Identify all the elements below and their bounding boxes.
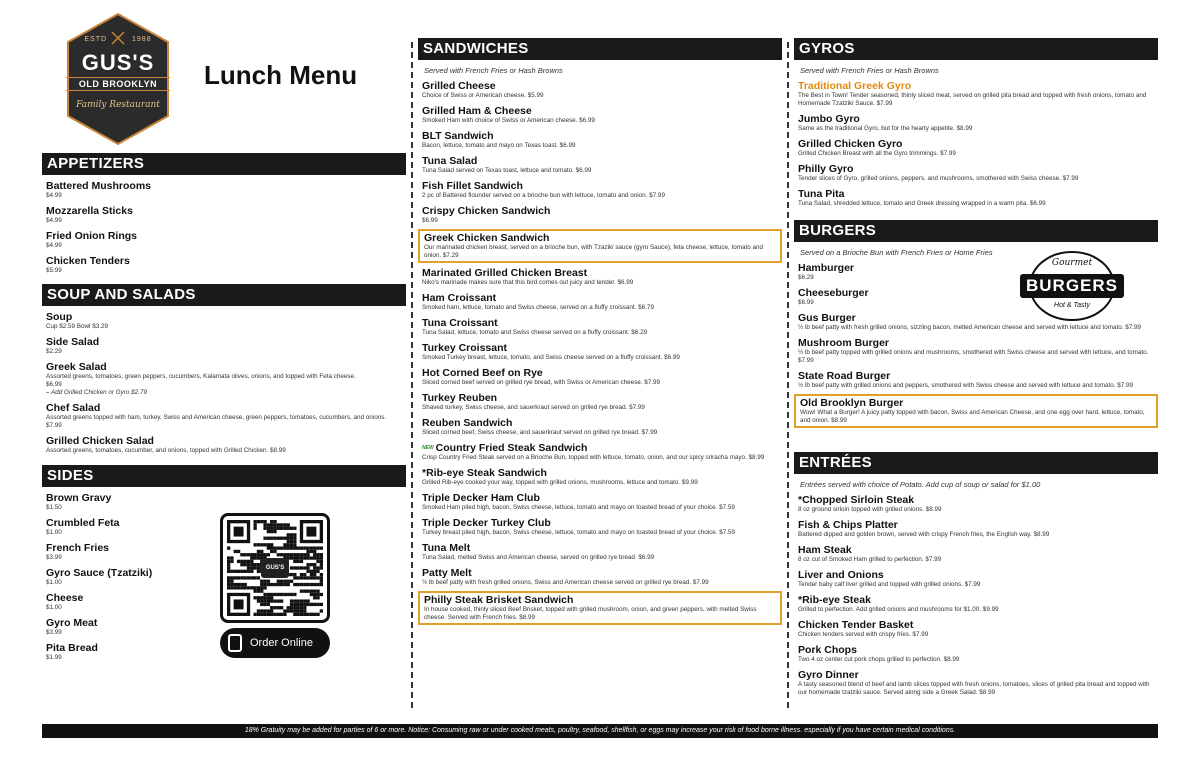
item-name: Chicken Tenders [46,255,130,267]
entrees-subtitle: Entrées served with choice of Potato. Add cup of soup or salad for $1.00 [800,480,1041,489]
menu-item [42,541,212,563]
qr-code[interactable] [220,513,330,623]
item-name-text: *Chopped Sirloin Steak [798,494,915,506]
menu-item [794,593,1158,615]
soups-heading: SOUP AND SALADS [42,284,406,306]
item-desc: Sliced corned beef served on grilled rye bread, with Swiss or American cheese. $7.99 [422,379,661,386]
item-name [798,80,1154,92]
item-name-text: Pork Chops [798,644,857,656]
menu-item [418,516,782,538]
order-online-label: Order Online [250,637,313,649]
item-name: Greek Salad [46,361,107,373]
featured-menu-item [418,591,782,625]
item-desc: $6.29 [798,274,814,281]
item-name-text: Gyro Dinner [798,669,859,681]
item-name-text: Marinated Grilled Chicken Breast [422,267,588,279]
item-name-text: Triple Decker Ham Club [422,492,540,504]
footer-notice: 18% Gratuity may be added for parties of 6 or more. Notice: Consuming raw or under cooked meats, poultry, seafood, shellfish, or eggs may increase your risk of food borne illness. especially if you have certain medical conditions. [42,724,1158,738]
badge-bottom: Hot & Tasty [1054,302,1090,309]
item-name-text: Chicken Tender Basket [798,619,914,631]
item-name [798,544,1154,556]
qr-center-logo: GUS'S [261,558,289,578]
item-name [422,492,778,504]
entree-list [794,493,1158,698]
item-name-text: Greek Chicken Sandwich [424,232,550,244]
logo-estd: ESTD [84,36,108,43]
menu-item [418,566,782,588]
item-desc: Chicken tenders served with crispy fries. $7.99 [798,631,929,638]
item-name: Battered Mushrooms [46,180,152,192]
menu-item [42,310,406,332]
item-name [798,188,1154,200]
menu-item [42,360,406,398]
item-desc: $1.00 [46,604,62,611]
menu-item [418,541,782,563]
item-desc: ½ lb beef patty with fresh grilled onions, sizzling bacon, melted American cheese and served with lettuce and tomato. $7.99 [798,324,1142,331]
item-desc: Grilled Rib-eye cooked your way, topped with grilled onions, mushrooms, lettuce and tomato. $9.99 [422,479,698,486]
menu-item [418,104,782,126]
item-desc: 8 oz ground sirloin topped with grilled onions. $8.99 [798,506,942,513]
sandwiches-subtitle: Served with French Fries or Hash Browns [424,66,563,75]
menu-item [794,643,1158,665]
item-name [422,542,778,554]
item-name-text: Grilled Chicken Gyro [798,138,903,150]
menu-item [42,179,406,201]
menu-item [42,401,406,431]
item-name-text: Traditional Greek Gyro [798,80,912,92]
menu-item [42,335,406,357]
item-name [422,417,778,429]
item-name-text: Reuben Sandwich [422,417,513,429]
item-desc: $4.99 [46,242,62,249]
logo-sub: OLD BROOKLYN [66,77,170,91]
menu-item [418,491,782,513]
menu-item [418,79,782,101]
menu-item [794,336,1158,366]
menu-item [418,416,782,438]
item-name [422,292,778,304]
menu-item [42,204,406,226]
item-name: Soup [46,311,73,323]
menu-item [794,261,1158,283]
sandwiches-section [418,38,782,628]
appetizers-list [42,179,406,276]
item-desc: ½ lb beef patty with fresh grilled onions, Swiss and American cheese served on grilled rye bread. $7.99 [422,579,709,586]
item-desc: Smoked ham, lettuce, tomato and Swiss cheese, served on a fluffy croissant. $6.79 [422,304,654,311]
menu-item [418,204,782,226]
sides-list [42,491,212,663]
gyros-subtitle: Served with French Fries or Hash Browns [800,66,939,75]
item-name [422,205,778,217]
item-name [422,442,778,454]
item-name [424,232,776,244]
page-title: Lunch Menu [204,60,358,90]
menu-item [42,491,212,513]
badge-main: BURGERS [1025,276,1118,295]
item-desc: $6.99 [798,299,814,306]
item-name-text: Tuna Melt [422,542,471,554]
item-name [798,312,1154,324]
item-name: French Fries [46,542,110,554]
gyro-list [794,79,1158,209]
menu-item [794,79,1158,109]
burgers-heading: BURGERS [794,220,1158,242]
item-desc: In house cooked, thinly sliced Beef Brisket, topped with grilled mushroom, onion, and green peppers, with melted Swiss cheese. Served with French fries. $8.99 [424,606,757,621]
item-desc: Sliced corned beef, Swiss cheese, and sauerkraut served on grilled rye bread. $7.99 [422,429,658,436]
item-name: Crumbled Feta [46,517,120,529]
item-name [798,138,1154,150]
item-name [422,392,778,404]
item-desc: Two 4 oz center cut pork chops grilled to perfection. $8.99 [798,656,960,663]
right-column [794,38,1158,212]
item-name-text: Tuna Croissant [422,317,498,329]
menu-item [794,162,1158,184]
menu-item [42,616,212,638]
item-name-text: Hamburger [798,262,855,274]
item-desc: Tuna Salad, shredded lettuce, tomato and Greek dressing wrapped in a warm pita. $6.99 [798,200,1046,207]
item-desc: 2 pc of Battered flounder served on a brioche bun with lettuce, tomato and onion. $7.99 [422,192,665,199]
item-name [798,519,1154,531]
item-name [422,567,778,579]
item-name: Cheese [46,592,84,604]
item-name [798,569,1154,581]
item-name-text: Turkey Croissant [422,342,507,354]
item-desc: Tuna Salad served on Texas toast, lettuce and tomato. $6.99 [422,167,592,174]
menu-item [794,187,1158,209]
item-desc: Tender slices of Gyro, grilled onions, peppers, and mushrooms, smothered with Swiss cheese. $7.99 [798,175,1079,182]
menu-item [794,369,1158,391]
menu-item [418,266,782,288]
menu-item [418,366,782,388]
menu-item [794,112,1158,134]
menu-item [42,641,212,663]
item-desc: Grilled Chicken Breast with all the Gyro trimmings. $7.99 [798,150,956,157]
item-desc: $6.99 [422,217,438,224]
item-name-text: Philly Gyro [798,163,854,175]
item-desc: Shaved turkey, Swiss cheese, and sauerkraut served on grilled rye bread. $7.99 [422,404,645,411]
item-desc: 8 oz cut of Smoked Ham grilled to perfection. $7.99 [798,556,942,563]
item-name [422,130,778,142]
soups-section [42,284,406,459]
item-desc: Assorted greens, tomatoes, cucumber, and onions, topped with Grilled Chicken. $8.99 [46,447,286,454]
item-name-text: Fish & Chips Platter [798,519,898,531]
item-name [422,180,778,192]
item-desc: Choice of Swiss or American cheese. $5.99 [422,92,544,99]
item-name-text: Jumbo Gyro [798,113,860,125]
item-desc: Assorted greens, tomatoes, green peppers, cucumbers, Kalamata olives, onions, and topped with Feta cheese. [46,373,356,380]
item-name: Gyro Sauce (Tzatziki) [46,567,153,579]
menu-item [794,518,1158,540]
item-desc: Assorted greens topped with ham, turkey, Swiss and American cheese, green peppers, tomatoes, cucumbers, and onions. $7.99 [46,414,387,429]
item-name [422,105,778,117]
item-name: Gyro Meat [46,617,98,629]
item-name [422,317,778,329]
item-desc: A tasty seasoned blend of beef and lamb slices topped with fresh onions, tomatoes, slices of grilled pita bread and topped with our homemade tzatziki sauce. Served along side a Greek Salad. $8.99 [798,681,1150,696]
item-name [798,113,1154,125]
item-desc: $1.99 [46,654,62,661]
logo-tagline: Family Restaurant [76,100,160,110]
item-name-text: Liver and Onions [798,569,884,581]
sides-heading: SIDES [42,465,406,487]
item-name-text: Fish Fillet Sandwich [422,180,523,192]
burgers-section [794,220,1158,431]
item-desc: Tender baby calf liver grilled and topped with grilled onions. $7.99 [798,581,981,588]
item-name-text: Turkey Reuben [422,392,498,404]
menu-item [794,137,1158,159]
item-name: Side Salad [46,336,100,348]
item-desc: Same as the traditional Gyro, but for the hearty appetite. $8.99 [798,125,973,132]
item-name [798,337,1154,349]
item-desc: $5.99 [46,267,62,274]
menu-item [418,179,782,201]
menu-item [42,591,212,613]
column-divider-left [411,42,413,708]
item-name-text: Cheeseburger [798,287,869,299]
item-name [422,267,778,279]
item-name-text: State Road Burger [798,370,891,382]
menu-item [418,291,782,313]
menu-item [42,229,406,251]
item-desc: $3.99 [46,629,62,636]
item-desc: Battered dipped and golden brown, served with crispy French fries, the English way. $8.99 [798,531,1050,538]
item-desc: Tuna Salad, lettuce, tomato and Swiss cheese served on a fluffy croissant. $6.29 [422,329,648,336]
item-name [422,367,778,379]
item-desc: $2.29 [46,348,62,355]
sandwich-list [418,79,782,625]
item-name [800,397,1152,409]
appetizers-section [42,153,406,279]
menu-item [794,668,1158,698]
item-name [422,517,778,529]
menu-item [794,618,1158,640]
item-name [422,155,778,167]
item-name-text: Ham Croissant [422,292,497,304]
column-divider-right [787,42,789,708]
item-name: Grilled Chicken Salad [46,435,154,447]
logo-year: 1988 [132,36,152,43]
menu-item [42,254,406,276]
item-name-text: Tuna Salad [422,155,478,167]
menu-item [418,341,782,363]
sandwiches-heading: SANDWICHES [418,38,782,60]
gyros-heading: GYROS [794,38,1158,60]
item-name [798,262,1154,274]
item-desc: Tuna Salad, melted Swiss and American cheese, served on grilled rye bread. $6.99 [422,554,655,561]
item-name-text: Hot Corned Beef on Rye [422,367,543,379]
item-name-text: Patty Melt [422,567,472,579]
menu-item [794,286,1158,308]
phone-icon [228,634,242,652]
featured-menu-item [794,394,1158,428]
entrees-section [794,452,1158,701]
item-name: Brown Gravy [46,492,112,504]
item-name: Fried Onion Rings [46,230,137,242]
item-name-text: Country Fried Steak Sandwich [435,442,588,454]
item-name-text: Mushroom Burger [798,337,890,349]
item-desc: Wow! What a Burger! A juicy patty topped with bacon, Swiss and American Cheese, and one egg over hard, lettuce, tomato, and onion. $8.99 [800,409,1145,424]
menu-item [794,568,1158,590]
menu-item [418,466,782,488]
item-desc: $1.00 [46,529,62,536]
item-desc: Smoked Ham piled high, bacon, Swiss cheese, lettuce, tomato and mayo on toasted bread of your choice. $7.59 [422,504,735,511]
item-name [798,370,1154,382]
item-desc: The Best in Town! Tender seasoned, thinly sliced meat, served on grilled pita bread and topped with fresh onions, tomato and Homemade Tzatziki Sauce. $7.99 [798,92,1147,107]
menu-item [794,493,1158,515]
item-name [422,467,778,479]
item-name-text: Crispy Chicken Sandwich [422,205,551,217]
item-addon: – Add Grilled Chicken or Gyro $2.79 [46,389,147,396]
item-name [798,163,1154,175]
item-desc: $3.99 [46,554,62,561]
menu-item [418,154,782,176]
item-name-text: Old Brooklyn Burger [800,397,904,409]
item-desc: Niko's marinade makes sure that this bird comes out juicy and tender. $6.99 [422,279,634,286]
item-desc: Smoked Ham with choice of Swiss or American cheese. $6.99 [422,117,595,124]
item-name-text: *Rib-eye Steak Sandwich [422,467,547,479]
item-desc: Turkey breast piled high, bacon, Swiss cheese, lettuce, tomato and mayo on toasted bread of your choice. $7.59 [422,529,736,536]
item-desc: Grilled to perfection. Add grilled onions and mushrooms for $1.00. $9.99 [798,606,999,613]
item-name: Mozzarella Sticks [46,205,133,217]
item-desc: Smoked Turkey breast, lettuce, tomato, and Swiss cheese served on a fluffy croissant. $6.99 [422,354,680,361]
item-name-text: Ham Steak [798,544,852,556]
item-name-text: BLT Sandwich [422,130,494,142]
new-badge: NEW [422,445,434,451]
item-desc: ½ lb beef patty topped with grilled onions and mushrooms, smothered with Swiss cheese and served with lettuce, and tomato. $7.99 [798,349,1149,364]
item-name: Pita Bread [46,642,98,654]
item-desc: Crisp Country Fried Steak served on a Brioche Bun, topped with lettuce, tomato, onion, and our spicy sriracha mayo. $8.99 [422,454,765,461]
logo-name: GUS'S [81,50,155,75]
item-name [798,494,1154,506]
menu-item [418,129,782,151]
order-online-button[interactable] [220,628,330,658]
item-name: Chef Salad [46,402,101,414]
item-name-text: Triple Decker Turkey Club [422,517,551,529]
item-name-text: Grilled Ham & Cheese [422,105,532,117]
item-name-text: Gus Burger [798,312,856,324]
item-desc: $1.00 [46,579,62,586]
item-name [798,644,1154,656]
menu-item [418,391,782,413]
item-price: $6.99 [46,381,62,388]
item-name [424,594,776,606]
appetizers-heading: APPETIZERS [42,153,406,175]
featured-menu-item [418,229,782,263]
item-desc: $4.99 [46,217,62,224]
item-desc: $4.99 [46,192,62,199]
item-desc: Bacon, lettuce, tomato and mayo on Texas toast. $6.99 [422,142,576,149]
restaurant-logo [66,12,170,146]
item-name [798,287,1154,299]
item-desc: Our marinated chicken breast, served on a brioche bun, with Tzaziki sauce (gyro Sauce), feta cheese, lettuce, tomato and onion. $7.29 [424,244,764,259]
item-name-text: *Rib-eye Steak [798,594,871,606]
item-desc: Cup $2.59 Bowl $3.29 [46,323,108,330]
menu-item [42,516,212,538]
burgers-subtitle: Served on a Brioche Bun with French Fries or Home Fries [800,248,993,257]
badge-top: Gourmet [1051,258,1093,268]
item-name [798,594,1154,606]
menu-item [42,434,406,456]
entrees-heading: ENTRÉES [794,452,1158,474]
item-name [798,669,1154,681]
menu-item [418,441,782,463]
item-name-text: Grilled Cheese [422,80,496,92]
item-name-text: Tuna Pita [798,188,845,200]
soups-list [42,310,406,456]
burger-list [794,261,1158,428]
menu-item [418,316,782,338]
menu-item [794,311,1158,333]
item-name-text: Philly Steak Brisket Sandwich [424,594,574,606]
item-name [422,342,778,354]
item-name [798,619,1154,631]
item-desc: $1.50 [46,504,62,511]
menu-item [794,543,1158,565]
item-name [422,80,778,92]
menu-item [42,566,212,588]
item-desc: ½ lb beef patty with grilled onions and peppers, smothered with Swiss cheese and served with lettuce and tomato. $7.99 [798,382,1133,389]
